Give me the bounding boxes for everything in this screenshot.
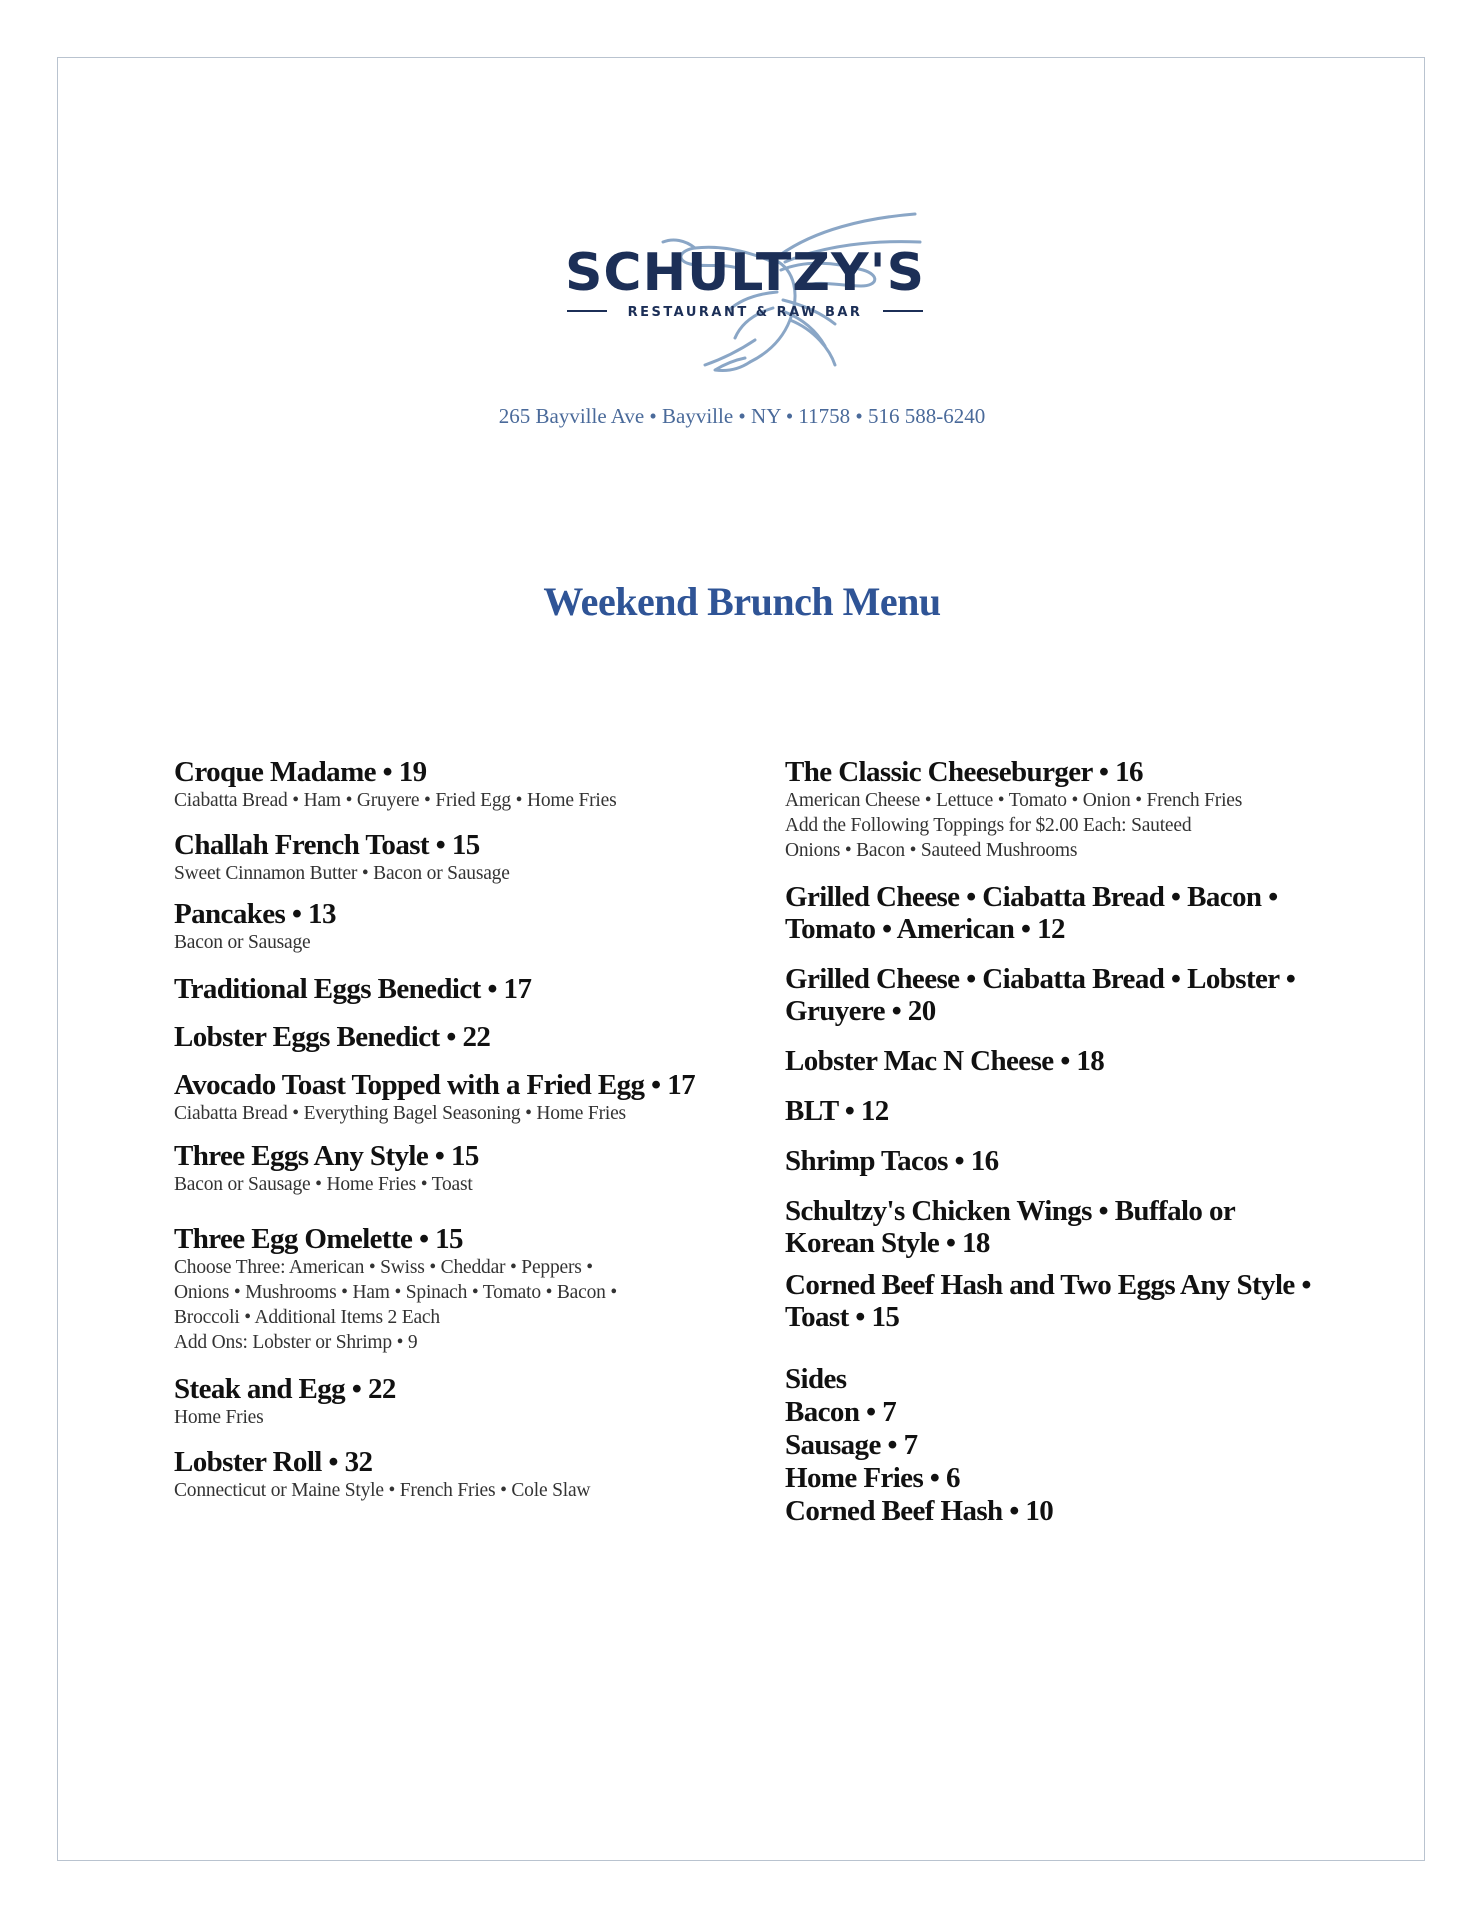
menu-item-name: Steak and Egg • 22 (174, 1373, 396, 1405)
menu-item-description: Add the Following Toppings for $2.00 Each: Sauteed (785, 815, 1192, 836)
sides-heading: Sides (785, 1363, 847, 1395)
menu-item-name: Lobster Eggs Benedict • 22 (174, 1021, 491, 1053)
menu-item-description: American Cheese • Lettuce • Tomato • Onion • French Fries (785, 790, 1243, 811)
side-item: Home Fries • 6 (785, 1462, 960, 1494)
menu-item-name: Grilled Cheese • Ciabatta Bread • Lobster • (785, 963, 1296, 995)
menu-item-description: Home Fries (174, 1407, 264, 1428)
menu-item (174, 973, 734, 1005)
menu-item (174, 1223, 734, 1355)
menu-item-name: Gruyere • 20 (785, 995, 936, 1027)
menu-item (174, 829, 734, 886)
menu-item-name: Lobster Roll • 32 (174, 1446, 373, 1478)
menu-item (174, 756, 734, 813)
restaurant-logo (545, 200, 945, 380)
menu-item-description: Broccoli • Additional Items 2 Each (174, 1307, 440, 1328)
menu-title: Weekend Brunch Menu (543, 579, 941, 624)
menu-item-name: Challah French Toast • 15 (174, 829, 480, 861)
menu-item (785, 963, 1345, 1027)
menu-item-name: The Classic Cheeseburger • 16 (785, 756, 1143, 788)
menu-item-name: Three Egg Omelette • 15 (174, 1223, 463, 1255)
menu-item (785, 1095, 1345, 1127)
menu-item-name: Grilled Cheese • Ciabatta Bread • Bacon • (785, 881, 1278, 913)
menu-item-name: Korean Style • 18 (785, 1227, 990, 1259)
menu-item (174, 1069, 734, 1126)
menu-item (174, 1373, 734, 1430)
restaurant-address: 265 Bayville Ave • Bayville • NY • 11758 • 516 588-6240 (498, 404, 986, 428)
menu-item-description: Connecticut or Maine Style • French Fries • Cole Slaw (174, 1480, 591, 1501)
menu-item-description: Choose Three: American • Swiss • Cheddar • Peppers • (174, 1257, 593, 1278)
menu-item (785, 1145, 1345, 1177)
menu-item (785, 1045, 1345, 1077)
menu-item (174, 1140, 734, 1197)
menu-item-name: Corned Beef Hash and Two Eggs Any Style • (785, 1269, 1311, 1301)
side-item: Bacon • 7 (785, 1396, 897, 1428)
menu-item-name: Three Eggs Any Style • 15 (174, 1140, 479, 1172)
menu-item-name: Avocado Toast Topped with a Fried Egg • 17 (174, 1069, 696, 1101)
menu-item-name: Toast • 15 (785, 1301, 900, 1333)
menu-item-name: Traditional Eggs Benedict • 17 (174, 973, 532, 1005)
menu-item-description: Ciabatta Bread • Everything Bagel Seasoning • Home Fries (174, 1103, 626, 1124)
brand-tagline: RESTAURANT & RAW BAR (627, 305, 863, 320)
menu-item-name: Pancakes • 13 (174, 898, 336, 930)
menu-item-name: Shrimp Tacos • 16 (785, 1145, 999, 1177)
menu-item (174, 1446, 734, 1503)
menu-item-name: Croque Madame • 19 (174, 756, 427, 788)
menu-item-description: Bacon or Sausage (174, 932, 311, 953)
menu-item-description: Ciabatta Bread • Ham • Gruyere • Fried Egg • Home Fries (174, 790, 617, 811)
menu-item (785, 1269, 1345, 1333)
menu-item-description: Bacon or Sausage • Home Fries • Toast (174, 1174, 473, 1195)
menu-item-description: Sweet Cinnamon Butter • Bacon or Sausage (174, 863, 510, 884)
lobster-logo-graphic (545, 200, 945, 380)
menu-item-description: Onions • Mushrooms • Ham • Spinach • Tomato • Bacon • (174, 1282, 617, 1303)
menu-item (174, 1021, 734, 1053)
menu-left-column (174, 756, 734, 1503)
menu-item (785, 756, 1345, 863)
menu-item-description: Add Ons: Lobster or Shrimp • 9 (174, 1332, 418, 1353)
menu-item-name: Tomato • American • 12 (785, 913, 1065, 945)
menu-item (174, 898, 734, 955)
sides-section (785, 1363, 1345, 1528)
menu-item (785, 881, 1345, 945)
menu-item-description: Onions • Bacon • Sauteed Mushrooms (785, 840, 1078, 861)
menu-item-name: Lobster Mac N Cheese • 18 (785, 1045, 1105, 1077)
side-item: Corned Beef Hash • 10 (785, 1495, 1054, 1527)
menu-item-name: Schultzy's Chicken Wings • Buffalo or (785, 1195, 1236, 1227)
menu-item (785, 1195, 1345, 1259)
menu-item-name: BLT • 12 (785, 1095, 889, 1127)
menu-right-column (785, 756, 1345, 1528)
side-item: Sausage • 7 (785, 1429, 918, 1461)
brand-name: SCHULTZY'S (564, 243, 926, 303)
